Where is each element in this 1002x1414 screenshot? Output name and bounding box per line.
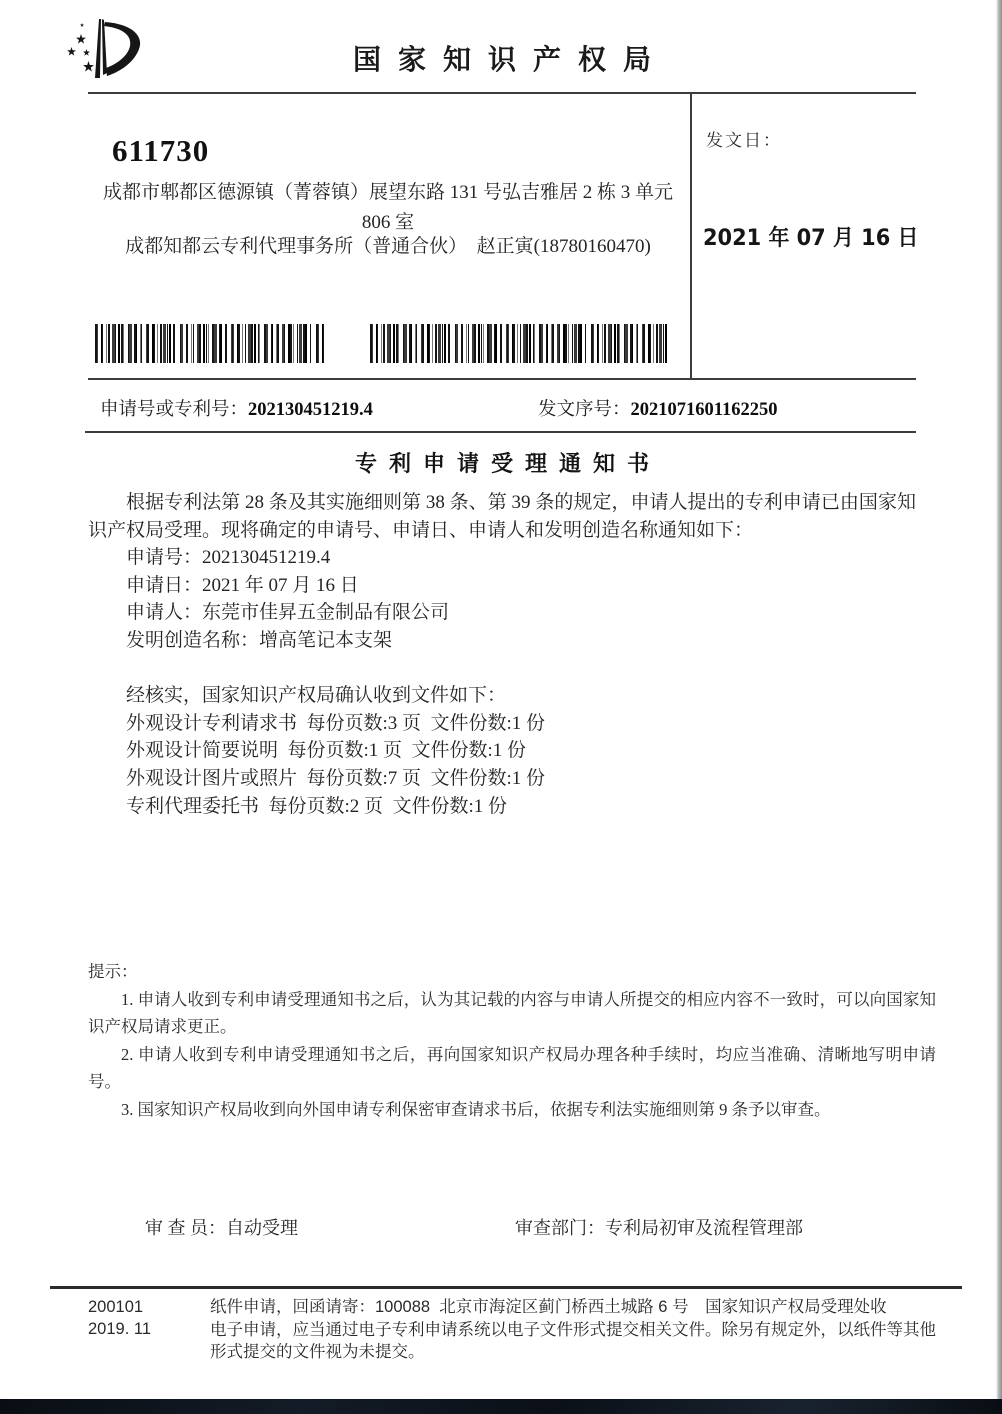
footer-rule (50, 1286, 962, 1289)
sign-off-row (0, 1214, 1002, 1244)
notice-body (88, 489, 916, 820)
field-value: 东莞市佳昇五金制品有限公司 (202, 602, 450, 624)
field-value: 202130451219.4 (202, 547, 331, 569)
scan-bottom-bar (0, 1399, 1002, 1414)
examiner-field: 审 查 员：自动受理 (145, 1218, 298, 1238)
header-rule (88, 92, 916, 94)
tips-title: 提示： (88, 962, 138, 981)
notice-intro: 根据专利法第 28 条及其实施细则第 38 条、第 39 条的规定，申请人提出的专利申请已由国家知识产权局受理。现将确定的申请号、申请日、申请人和发明创造名称通知如下： (88, 492, 916, 541)
notice-fields (88, 544, 916, 654)
serial-number-value: 2021071601162250 (630, 400, 778, 420)
postal-code: 611730 (112, 133, 210, 168)
field-label: 申请号： (126, 547, 203, 569)
address-date-divider (690, 92, 692, 380)
field-value: 2021 年 07 月 16 日 (202, 574, 359, 596)
notice-field-line (88, 544, 916, 572)
application-number-value: 202130451219.4 (248, 400, 373, 420)
barcode-left (95, 324, 324, 363)
received-document-item: 外观设计专利请求书 每份页数:3 页 文件份数:1 份 (126, 712, 546, 734)
agency-title: 国家知识产权局 (352, 44, 668, 75)
tip-item: 2. 申请人收到专利申请受理通知书之后，再向国家知识产权局办理各种手续时，均应当准确、清晰地写明申请号。 (88, 1044, 936, 1092)
notice-field-line (88, 599, 916, 627)
scan-right-edge (996, 0, 1002, 1400)
field-label: 申请人： (126, 602, 203, 624)
mail-recipient-line: 成都知都云专利代理事务所（普通合伙） 赵正寅(18780160470) (125, 236, 651, 257)
paper-filing-note: 纸件申请，回函请寄：100088 北京市海淀区蓟门桥西土城路 6 号 国家知识产权局受理处收 (210, 1298, 887, 1316)
field-value: 增高笔记本支架 (259, 629, 393, 651)
field-label: 申请日： (126, 574, 203, 596)
serial-number-field (538, 395, 778, 421)
form-code: 200101 (88, 1298, 144, 1316)
form-revision-date: 2019. 11 (88, 1320, 152, 1338)
received-documents-list (88, 710, 916, 820)
department-field: 审查部门：专利局初审及流程管理部 (515, 1218, 803, 1238)
tips-list (88, 986, 936, 1124)
received-document-item: 外观设计图片或照片 每份页数:7 页 文件份数:1 份 (126, 767, 546, 789)
tip-item: 1. 申请人收到专利申请受理通知书之后，认为其记载的内容与申请人所提交的相应内容不一致时，可以向国家知识产权局请求更正。 (88, 989, 936, 1037)
issue-date-value: 2021 年 07 月 16 日 (703, 226, 919, 251)
received-documents-intro: 经核实，国家知识产权局确认收到文件如下： (126, 685, 507, 707)
footer-notes (210, 1296, 936, 1364)
issue-date-label: 发文日： (706, 131, 782, 150)
tips-section (88, 958, 936, 1124)
field-label: 发明创造名称： (126, 629, 260, 651)
application-number-field (100, 395, 373, 421)
tip-item: 3. 国家知识产权局收到向外国申请专利保密审查请求书后，依据专利法实施细则第 9 条予以审查。 (121, 1099, 831, 1119)
notice-title: 专利申请受理通知书 (354, 451, 661, 476)
electronic-filing-note: 电子申请，应当通过电子专利申请系统以电子文件形式提交相关文件。除另有规定外，以纸件等其他形式提交的文件视为未提交。 (210, 1320, 936, 1361)
barcode-right (370, 324, 668, 363)
meta-row (0, 395, 1002, 423)
received-document-item: 专利代理委托书 每份页数:2 页 文件份数:1 份 (126, 795, 508, 817)
application-number-label: 申请号或专利号： (100, 400, 249, 420)
meta-row-bottom-rule (85, 431, 916, 433)
received-document-item: 外观设计简要说明 每份页数:1 页 文件份数:1 份 (126, 740, 527, 762)
meta-row-top-rule (88, 378, 916, 380)
notice-field-line (88, 627, 916, 655)
serial-number-label: 发文序号： (538, 400, 631, 420)
notice-field-line (88, 572, 916, 600)
mail-address-line2: 806 室 (361, 212, 415, 233)
mail-address-line1: 成都市郫都区德源镇（菁蓉镇）展望东路 131 号弘吉雅居 2 栋 3 单元 (102, 182, 673, 203)
